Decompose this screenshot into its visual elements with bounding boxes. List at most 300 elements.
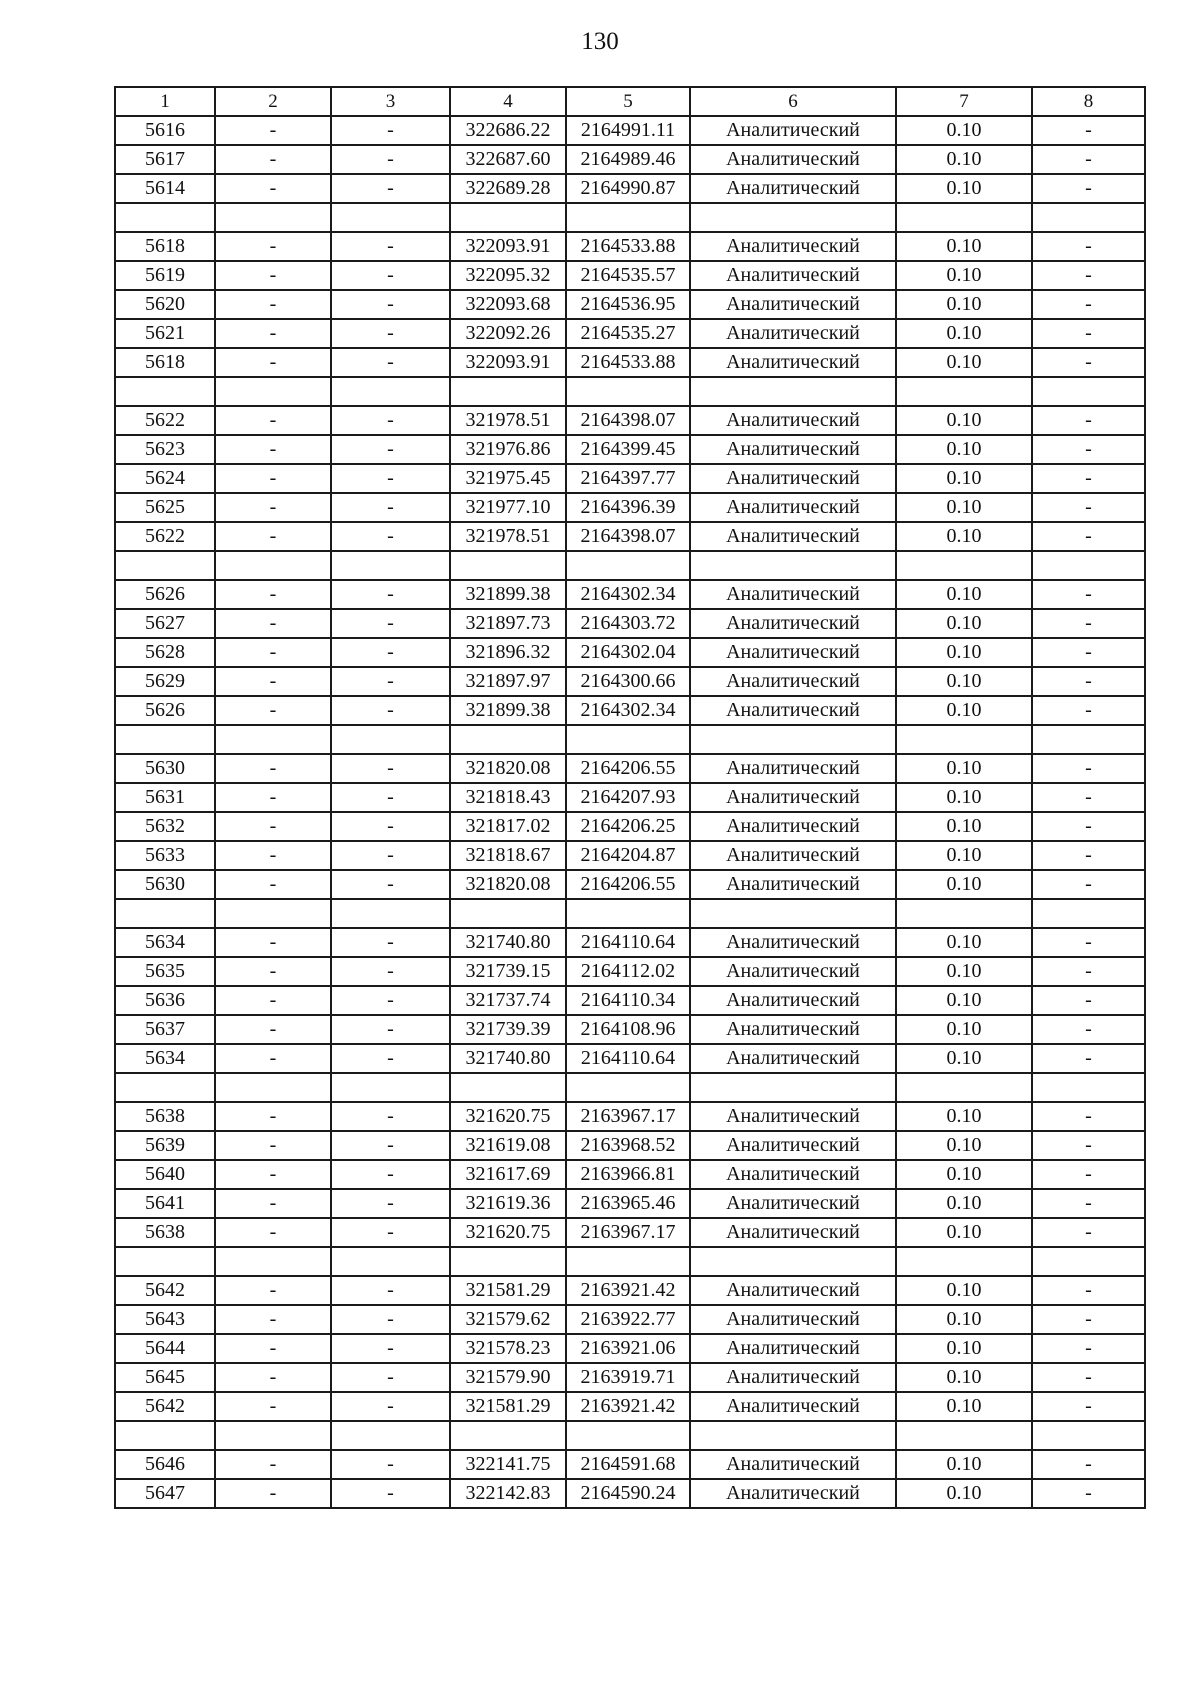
table-cell-col-2: -	[215, 464, 331, 493]
table-cell-col-3	[331, 203, 450, 232]
table-cell-col-5	[566, 1247, 690, 1276]
table-cell-col-4: 321740.80	[450, 1044, 566, 1073]
table-cell-col-3: -	[331, 435, 450, 464]
table-cell-col-4: 321620.75	[450, 1102, 566, 1131]
table-cell-col-4: 321617.69	[450, 1160, 566, 1189]
table-cell-col-5: 2164207.93	[566, 783, 690, 812]
table-cell-col-3: -	[331, 1305, 450, 1334]
table-cell-col-1: 5628	[115, 638, 215, 667]
table-cell-col-5: 2164533.88	[566, 348, 690, 377]
table-cell-col-2: -	[215, 928, 331, 957]
table-cell-col-7: 0.10	[896, 1334, 1032, 1363]
table-cell-col-7: 0.10	[896, 464, 1032, 493]
table-row	[115, 580, 1145, 609]
table-cell-col-6: Аналитический	[690, 638, 896, 667]
table-cell-col-3: -	[331, 1276, 450, 1305]
table-cell-col-8	[1032, 725, 1145, 754]
table-cell-col-3	[331, 551, 450, 580]
table-cell-col-5: 2164399.45	[566, 435, 690, 464]
table-cell-col-7: 0.10	[896, 928, 1032, 957]
table-cell-col-4: 322142.83	[450, 1479, 566, 1508]
table-cell-col-1	[115, 1421, 215, 1450]
table-cell-col-6: Аналитический	[690, 754, 896, 783]
table-cell-col-7: 0.10	[896, 667, 1032, 696]
table-cell-col-8: -	[1032, 116, 1145, 145]
table-cell-col-5: 2164536.95	[566, 290, 690, 319]
table-cell-col-6: Аналитический	[690, 1218, 896, 1247]
table-cell-col-5: 2164591.68	[566, 1450, 690, 1479]
table-row	[115, 319, 1145, 348]
table-cell-col-6: Аналитический	[690, 290, 896, 319]
table-cell-col-1: 5621	[115, 319, 215, 348]
table-cell-col-7: 0.10	[896, 754, 1032, 783]
table-row	[115, 290, 1145, 319]
table-cell-col-6	[690, 203, 896, 232]
table-cell-col-4: 321619.36	[450, 1189, 566, 1218]
table-cell-col-8: -	[1032, 841, 1145, 870]
table-body	[115, 116, 1145, 1508]
column-header-1: 1	[115, 87, 215, 116]
table-cell-col-3: -	[331, 1131, 450, 1160]
table-cell-col-7: 0.10	[896, 580, 1032, 609]
table-cell-col-3: -	[331, 609, 450, 638]
table-cell-col-4: 322689.28	[450, 174, 566, 203]
table-cell-col-1	[115, 377, 215, 406]
table-cell-col-6: Аналитический	[690, 696, 896, 725]
table-row	[115, 899, 1145, 928]
table-cell-col-7: 0.10	[896, 522, 1032, 551]
table-cell-col-6: Аналитический	[690, 1131, 896, 1160]
table-cell-col-2	[215, 1073, 331, 1102]
page-number: 130	[581, 28, 619, 55]
table-cell-col-7: 0.10	[896, 232, 1032, 261]
column-header-2: 2	[215, 87, 331, 116]
table-cell-col-4	[450, 377, 566, 406]
table-row	[115, 174, 1145, 203]
table-cell-col-4: 321820.08	[450, 870, 566, 899]
table-cell-col-6: Аналитический	[690, 116, 896, 145]
table-cell-col-1	[115, 203, 215, 232]
table-cell-col-1: 5623	[115, 435, 215, 464]
table-cell-col-4: 322092.26	[450, 319, 566, 348]
table-cell-col-5: 2164396.39	[566, 493, 690, 522]
table-cell-col-4: 321978.51	[450, 406, 566, 435]
table-cell-col-5: 2163921.42	[566, 1276, 690, 1305]
table-row	[115, 986, 1145, 1015]
table-cell-col-4: 321818.43	[450, 783, 566, 812]
table-cell-col-2: -	[215, 1334, 331, 1363]
table-cell-col-7: 0.10	[896, 957, 1032, 986]
table-cell-col-1: 5627	[115, 609, 215, 638]
table-cell-col-5: 2164398.07	[566, 522, 690, 551]
table-cell-col-7	[896, 377, 1032, 406]
table-cell-col-6: Аналитический	[690, 580, 896, 609]
table-cell-col-2: -	[215, 1276, 331, 1305]
table-cell-col-8: -	[1032, 1160, 1145, 1189]
table-cell-col-1: 5641	[115, 1189, 215, 1218]
table-cell-col-5: 2164990.87	[566, 174, 690, 203]
table-cell-col-8: -	[1032, 290, 1145, 319]
table-cell-col-1: 5644	[115, 1334, 215, 1363]
table-row	[115, 1073, 1145, 1102]
table-cell-col-4: 321620.75	[450, 1218, 566, 1247]
table-cell-col-5: 2163921.06	[566, 1334, 690, 1363]
table-row	[115, 203, 1145, 232]
table-cell-col-6: Аналитический	[690, 609, 896, 638]
table-cell-col-3: -	[331, 145, 450, 174]
table-row	[115, 667, 1145, 696]
table-cell-col-8: -	[1032, 261, 1145, 290]
table-cell-col-4: 322141.75	[450, 1450, 566, 1479]
table-cell-col-8: -	[1032, 406, 1145, 435]
table-cell-col-5: 2163967.17	[566, 1218, 690, 1247]
table-cell-col-1: 5638	[115, 1102, 215, 1131]
coordinates-table	[114, 86, 1146, 1509]
table-row	[115, 1044, 1145, 1073]
table-row	[115, 638, 1145, 667]
table-cell-col-6: Аналитический	[690, 1015, 896, 1044]
table-cell-col-4: 321897.97	[450, 667, 566, 696]
table-cell-col-6	[690, 1247, 896, 1276]
table-cell-col-8: -	[1032, 232, 1145, 261]
table-cell-col-8: -	[1032, 1218, 1145, 1247]
table-cell-col-3: -	[331, 1450, 450, 1479]
table-cell-col-2: -	[215, 1305, 331, 1334]
table-row	[115, 1450, 1145, 1479]
table-cell-col-7: 0.10	[896, 406, 1032, 435]
table-cell-col-2: -	[215, 1218, 331, 1247]
table-cell-col-5	[566, 725, 690, 754]
table-cell-col-8: -	[1032, 1363, 1145, 1392]
table-cell-col-8: -	[1032, 1392, 1145, 1421]
table-cell-col-5: 2164110.64	[566, 928, 690, 957]
table-cell-col-8: -	[1032, 1015, 1145, 1044]
table-cell-col-1: 5620	[115, 290, 215, 319]
table-cell-col-1: 5642	[115, 1276, 215, 1305]
table-cell-col-4	[450, 1247, 566, 1276]
table-cell-col-6	[690, 377, 896, 406]
table-cell-col-6: Аналитический	[690, 1160, 896, 1189]
table-cell-col-2: -	[215, 145, 331, 174]
column-header-6: 6	[690, 87, 896, 116]
table-cell-col-5: 2164302.34	[566, 696, 690, 725]
table-cell-col-1: 5637	[115, 1015, 215, 1044]
table-row	[115, 928, 1145, 957]
table-cell-col-2: -	[215, 812, 331, 841]
table-cell-col-6: Аналитический	[690, 1102, 896, 1131]
table-cell-col-1: 5626	[115, 696, 215, 725]
table-cell-col-8: -	[1032, 522, 1145, 551]
table-cell-col-3: -	[331, 261, 450, 290]
table-cell-col-6: Аналитический	[690, 1044, 896, 1073]
table-cell-col-3: -	[331, 812, 450, 841]
table-cell-col-4	[450, 725, 566, 754]
table-row	[115, 1189, 1145, 1218]
table-cell-col-7	[896, 1421, 1032, 1450]
table-row	[115, 609, 1145, 638]
table-cell-col-3: -	[331, 493, 450, 522]
table-cell-col-3: -	[331, 580, 450, 609]
table-cell-col-5	[566, 203, 690, 232]
table-cell-col-8: -	[1032, 174, 1145, 203]
table-cell-col-6	[690, 1421, 896, 1450]
table-cell-col-7	[896, 203, 1032, 232]
table-cell-col-2: -	[215, 261, 331, 290]
table-cell-col-7: 0.10	[896, 261, 1032, 290]
table-cell-col-6: Аналитический	[690, 667, 896, 696]
table-cell-col-6: Аналитический	[690, 1392, 896, 1421]
table-cell-col-6: Аналитический	[690, 348, 896, 377]
table-cell-col-4	[450, 1073, 566, 1102]
table-cell-col-1: 5634	[115, 1044, 215, 1073]
table-cell-col-5: 2164535.27	[566, 319, 690, 348]
table-cell-col-8: -	[1032, 928, 1145, 957]
table-cell-col-1: 5635	[115, 957, 215, 986]
table-row	[115, 145, 1145, 174]
table-cell-col-1	[115, 725, 215, 754]
table-cell-col-8: -	[1032, 145, 1145, 174]
table-cell-col-5: 2163965.46	[566, 1189, 690, 1218]
table-cell-col-8: -	[1032, 638, 1145, 667]
table-cell-col-4: 321581.29	[450, 1276, 566, 1305]
table-cell-col-1: 5629	[115, 667, 215, 696]
table-cell-col-1: 5631	[115, 783, 215, 812]
table-cell-col-7: 0.10	[896, 986, 1032, 1015]
table-cell-col-4: 321896.32	[450, 638, 566, 667]
table-cell-col-2: -	[215, 841, 331, 870]
table-cell-col-7: 0.10	[896, 1131, 1032, 1160]
table-cell-col-5: 2164303.72	[566, 609, 690, 638]
table-cell-col-8: -	[1032, 609, 1145, 638]
table-cell-col-5: 2163919.71	[566, 1363, 690, 1392]
table-row	[115, 812, 1145, 841]
table-cell-col-2: -	[215, 290, 331, 319]
table-cell-col-4: 321579.90	[450, 1363, 566, 1392]
table-cell-col-3: -	[331, 841, 450, 870]
table-cell-col-3: -	[331, 1363, 450, 1392]
table-cell-col-5: 2164398.07	[566, 406, 690, 435]
table-cell-col-8	[1032, 1421, 1145, 1450]
table-cell-col-8	[1032, 1073, 1145, 1102]
table-cell-col-2: -	[215, 1450, 331, 1479]
table-row	[115, 232, 1145, 261]
table-cell-col-1: 5624	[115, 464, 215, 493]
table-cell-col-1: 5625	[115, 493, 215, 522]
table-cell-col-2: -	[215, 1392, 331, 1421]
table-cell-col-3: -	[331, 348, 450, 377]
table-row	[115, 116, 1145, 145]
table-cell-col-8	[1032, 551, 1145, 580]
table-cell-col-6: Аналитический	[690, 986, 896, 1015]
table-cell-col-1: 5639	[115, 1131, 215, 1160]
table-cell-col-1: 5632	[115, 812, 215, 841]
table-cell-col-1: 5618	[115, 232, 215, 261]
table-cell-col-8: -	[1032, 580, 1145, 609]
table-cell-col-7: 0.10	[896, 116, 1032, 145]
table-cell-col-3: -	[331, 232, 450, 261]
table-cell-col-6: Аналитический	[690, 406, 896, 435]
table-cell-col-4	[450, 899, 566, 928]
table-cell-col-3: -	[331, 754, 450, 783]
table-cell-col-4: 322686.22	[450, 116, 566, 145]
table-cell-col-5: 2163922.77	[566, 1305, 690, 1334]
table-cell-col-5: 2164533.88	[566, 232, 690, 261]
table-cell-col-8: -	[1032, 957, 1145, 986]
table-cell-col-1: 5646	[115, 1450, 215, 1479]
table-cell-col-5: 2163967.17	[566, 1102, 690, 1131]
table-cell-col-4	[450, 551, 566, 580]
table-cell-col-2: -	[215, 116, 331, 145]
table-cell-col-3	[331, 1247, 450, 1276]
table-cell-col-1: 5619	[115, 261, 215, 290]
table-cell-col-5	[566, 377, 690, 406]
table-row	[115, 1160, 1145, 1189]
table-cell-col-6: Аналитический	[690, 957, 896, 986]
table-cell-col-3: -	[331, 1392, 450, 1421]
table-cell-col-1: 5640	[115, 1160, 215, 1189]
table-cell-col-1: 5614	[115, 174, 215, 203]
table-cell-col-4: 321581.29	[450, 1392, 566, 1421]
table-cell-col-8: -	[1032, 1276, 1145, 1305]
table-cell-col-4: 322687.60	[450, 145, 566, 174]
table-cell-col-1: 5636	[115, 986, 215, 1015]
table-cell-col-3: -	[331, 290, 450, 319]
table-cell-col-8	[1032, 377, 1145, 406]
table-cell-col-2: -	[215, 1044, 331, 1073]
table-cell-col-8: -	[1032, 348, 1145, 377]
table-cell-col-3: -	[331, 1189, 450, 1218]
table-cell-col-7: 0.10	[896, 174, 1032, 203]
table-row	[115, 493, 1145, 522]
table-cell-col-5: 2163921.42	[566, 1392, 690, 1421]
table-cell-col-4: 322095.32	[450, 261, 566, 290]
table-cell-col-7: 0.10	[896, 1160, 1032, 1189]
table-cell-col-3: -	[331, 1334, 450, 1363]
table-cell-col-5	[566, 1421, 690, 1450]
table-cell-col-3: -	[331, 174, 450, 203]
table-cell-col-4: 322093.68	[450, 290, 566, 319]
table-cell-col-2: -	[215, 667, 331, 696]
table-cell-col-2	[215, 551, 331, 580]
table-cell-col-6: Аналитический	[690, 435, 896, 464]
table-cell-col-3: -	[331, 928, 450, 957]
table-cell-col-2	[215, 1421, 331, 1450]
table-cell-col-1: 5633	[115, 841, 215, 870]
table-cell-col-6: Аналитический	[690, 812, 896, 841]
table-cell-col-6: Аналитический	[690, 493, 896, 522]
table-cell-col-2: -	[215, 696, 331, 725]
table-row	[115, 1305, 1145, 1334]
table-cell-col-3	[331, 377, 450, 406]
table-cell-col-5: 2164206.25	[566, 812, 690, 841]
table-cell-col-4: 321737.74	[450, 986, 566, 1015]
table-cell-col-7: 0.10	[896, 1189, 1032, 1218]
table-cell-col-2: -	[215, 1363, 331, 1392]
table-cell-col-5: 2164204.87	[566, 841, 690, 870]
table-cell-col-2	[215, 899, 331, 928]
table-cell-col-6: Аналитический	[690, 232, 896, 261]
table-cell-col-3	[331, 1421, 450, 1450]
table-cell-col-3: -	[331, 696, 450, 725]
table-cell-col-1: 5622	[115, 522, 215, 551]
table-cell-col-4: 321739.39	[450, 1015, 566, 1044]
table-cell-col-8: -	[1032, 1189, 1145, 1218]
table-cell-col-7: 0.10	[896, 145, 1032, 174]
table-cell-col-3: -	[331, 464, 450, 493]
table-cell-col-7	[896, 725, 1032, 754]
table-cell-col-7: 0.10	[896, 290, 1032, 319]
table-cell-col-3: -	[331, 783, 450, 812]
table-cell-col-3: -	[331, 1102, 450, 1131]
table-cell-col-5: 2164989.46	[566, 145, 690, 174]
table-cell-col-8: -	[1032, 812, 1145, 841]
table-row	[115, 1247, 1145, 1276]
table-cell-col-6: Аналитический	[690, 261, 896, 290]
table-cell-col-3: -	[331, 116, 450, 145]
table-cell-col-2: -	[215, 348, 331, 377]
table-cell-col-2: -	[215, 435, 331, 464]
table-cell-col-4: 321899.38	[450, 696, 566, 725]
table-cell-col-1: 5642	[115, 1392, 215, 1421]
table-cell-col-2: -	[215, 1160, 331, 1189]
table-cell-col-7: 0.10	[896, 1102, 1032, 1131]
table-cell-col-5	[566, 551, 690, 580]
table-cell-col-4	[450, 203, 566, 232]
table-cell-col-4: 321817.02	[450, 812, 566, 841]
table-cell-col-2: -	[215, 232, 331, 261]
table-cell-col-8: -	[1032, 1305, 1145, 1334]
table-cell-col-7: 0.10	[896, 1305, 1032, 1334]
table-cell-col-4: 321739.15	[450, 957, 566, 986]
table-cell-col-3: -	[331, 1479, 450, 1508]
table-cell-col-7	[896, 551, 1032, 580]
table-cell-col-4: 321978.51	[450, 522, 566, 551]
table-cell-col-2: -	[215, 1189, 331, 1218]
table-cell-col-3: -	[331, 1218, 450, 1247]
table-cell-col-6: Аналитический	[690, 145, 896, 174]
table-cell-col-3: -	[331, 638, 450, 667]
table-row	[115, 957, 1145, 986]
table-cell-col-8: -	[1032, 783, 1145, 812]
table-cell-col-8: -	[1032, 435, 1145, 464]
table-row	[115, 377, 1145, 406]
table-cell-col-7	[896, 899, 1032, 928]
table-cell-col-8: -	[1032, 1334, 1145, 1363]
table-cell-col-7: 0.10	[896, 1363, 1032, 1392]
table-row	[115, 1421, 1145, 1450]
table-cell-col-2: -	[215, 638, 331, 667]
table-cell-col-8: -	[1032, 754, 1145, 783]
table-cell-col-6: Аналитический	[690, 783, 896, 812]
table-cell-col-7: 0.10	[896, 1276, 1032, 1305]
table-row	[115, 1015, 1145, 1044]
table-cell-col-2: -	[215, 609, 331, 638]
table-row	[115, 725, 1145, 754]
table-cell-col-3: -	[331, 986, 450, 1015]
table-cell-col-4	[450, 1421, 566, 1450]
table-cell-col-6: Аналитический	[690, 1363, 896, 1392]
table-cell-col-5: 2164110.64	[566, 1044, 690, 1073]
table-cell-col-2: -	[215, 1479, 331, 1508]
table-cell-col-4: 321975.45	[450, 464, 566, 493]
table-cell-col-6: Аналитический	[690, 870, 896, 899]
table-cell-col-8: -	[1032, 464, 1145, 493]
table-row	[115, 464, 1145, 493]
table-cell-col-8: -	[1032, 1450, 1145, 1479]
table-cell-col-7	[896, 1073, 1032, 1102]
table-cell-col-5: 2163968.52	[566, 1131, 690, 1160]
table-cell-col-6: Аналитический	[690, 1450, 896, 1479]
